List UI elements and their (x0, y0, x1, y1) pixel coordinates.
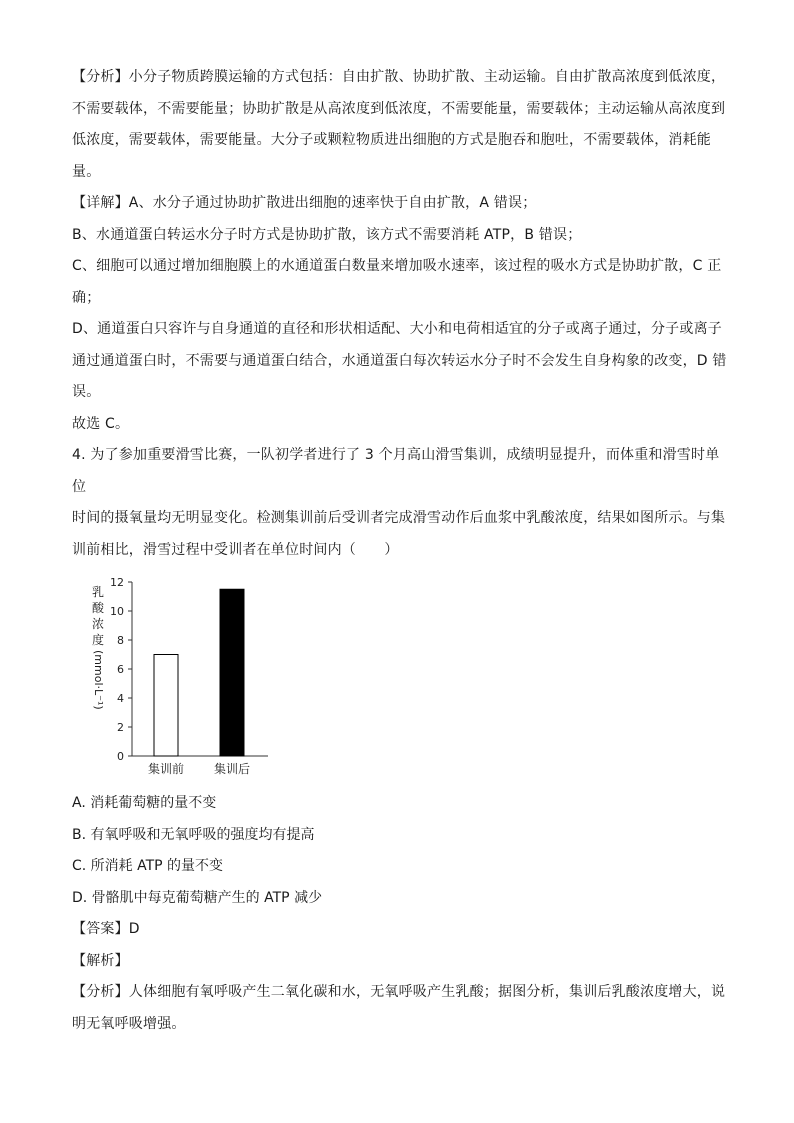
option-c: C. 所消耗 ATP 的量不变 (72, 858, 224, 874)
explanation-heading: 【解析】 (72, 952, 129, 969)
detail-option-d: D、通道蛋白只容许与自身通道的直径和形状相适配、大小和电荷相适宜的分子或离子通过，分子或离子 (72, 321, 722, 337)
y-tick-label: 2 (117, 721, 124, 734)
analysis-line: 明无氧呼吸增强。 (72, 1015, 186, 1032)
lactate-bar-chart (82, 574, 282, 782)
answer-line: 【答案】D (72, 921, 140, 937)
y-axis-unit: (mmol·L⁻¹) (92, 650, 105, 710)
x-category-label: 集训后 (213, 762, 251, 776)
analysis-line: 量。 (72, 163, 101, 180)
x-category-label: 集训前 (147, 762, 185, 776)
question-4-stem: 训前相比，滑雪过程中受训者在单位时间内（ ） (72, 541, 399, 558)
y-tick-label: 10 (110, 605, 124, 618)
detail-option-c-cont: 确； (72, 289, 101, 306)
y-axis-label-char: 度 (91, 633, 104, 647)
detail-option-c: C、细胞可以通过增加细胞膜上的水通道蛋白数量来增加吸水速率，该过程的吸水方式是协助扩散，C 正 (72, 258, 722, 274)
option-b: B. 有氧呼吸和无氧呼吸的强度均有提高 (72, 826, 315, 843)
detail-option-b: B、水通道蛋白转运水分子时方式是协助扩散，该方式不需要消耗 ATP，B 错误； (72, 226, 582, 243)
option-a: A. 消耗葡萄糖的量不变 (72, 795, 217, 811)
y-axis-label-char: 酸 (91, 601, 104, 615)
bar (154, 655, 178, 757)
analysis-line: 不需要载体，不需要能量；协助扩散是从高浓度到低浓度，不需要能量，需要载体；主动运输从高浓度到 (72, 100, 726, 117)
y-axis-label-char: 乳 (91, 585, 104, 599)
analysis-line: 【分析】小分子物质跨膜运输的方式包括：自由扩散、协助扩散、主动运输。自由扩散高浓度到低浓度， (72, 69, 726, 85)
detail-option-d-cont: 误。 (72, 384, 101, 400)
y-tick-label: 6 (117, 663, 124, 676)
option-d: D. 骨骼肌中每克葡萄糖产生的 ATP 减少 (72, 889, 323, 906)
y-axis-label-char: 浓 (91, 617, 104, 631)
question-4-stem: 4. 为了参加重要滑雪比赛，一队初学者进行了 3 个月高山滑雪集训，成绩明显提升，而体重和滑雪时单位 (72, 447, 720, 495)
detail-option-d-cont: 通过通道蛋白时，不需要与通道蛋白结合，水通道蛋白每次转运水分子时不会发生自身构象的改变，D 错 (72, 352, 727, 369)
y-tick-label: 8 (117, 634, 124, 647)
document-page (72, 62, 732, 1040)
y-tick-label: 12 (110, 576, 124, 589)
question-4-stem: 时间的摄氧量均无明显变化。检测集训前后受训者完成滑雪动作后血浆中乳酸浓度，结果如图所示。与集 (72, 510, 726, 526)
bar (220, 589, 244, 756)
detail-option-a: 【详解】A、水分子通过协助扩散进出细胞的速率快于自由扩散，A 错误； (72, 195, 537, 211)
y-tick-label: 0 (117, 750, 124, 763)
analysis-line: 【分析】人体细胞有氧呼吸产生二氧化碳和水，无氧呼吸产生乳酸；据图分析，集训后乳酸浓度增大，说 (72, 984, 726, 1000)
chart-canvas (82, 574, 282, 782)
analysis-line: 低浓度，需要载体，需要能量。大分子或颗粒物质进出细胞的方式是胞吞和胞吐，不需要载体，消耗能 (72, 132, 711, 148)
choice-line: 故选 C。 (72, 415, 130, 432)
y-tick-label: 4 (117, 692, 124, 705)
